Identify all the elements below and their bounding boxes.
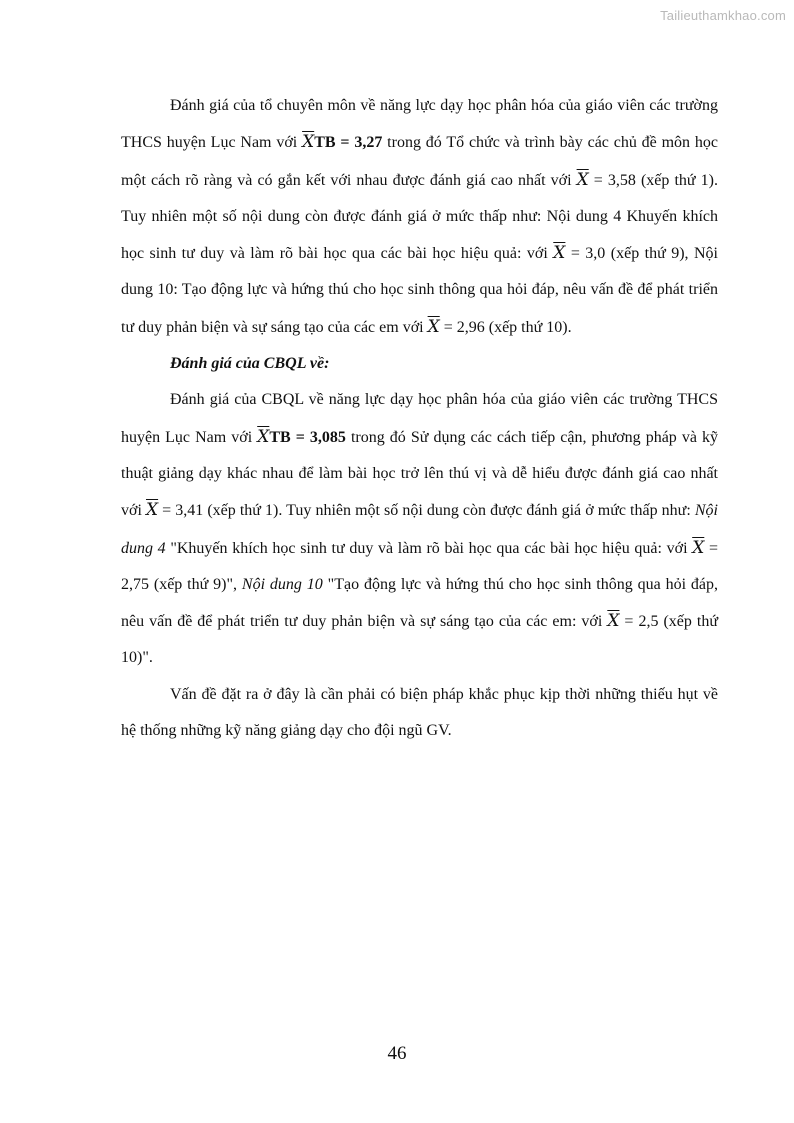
content-item-label: Nội dung 10 [241, 575, 323, 593]
mean-symbol: $\overline{X}$ [145, 500, 159, 521]
mean-symbol: $\overline{X}$ [257, 426, 270, 447]
document-body [121, 88, 718, 749]
paragraph-conclusion: Vấn đề đặt ra ở đây là cần phải có biện pháp khắc phục kịp thời những thiếu hụt về hệ thống những kỹ năng giảng dạy cho đội ngũ GV. [121, 685, 718, 740]
mean-symbol: $\overline{X}$ [427, 316, 440, 337]
watermark: Tailieuthamkhao.com [660, 8, 786, 23]
mean-symbol: $\overline{X}$ [576, 169, 589, 190]
mean-value: TB = 3,085 [269, 428, 346, 446]
mean-symbol: $\overline{X}$ [553, 243, 566, 264]
mean-symbol: $\overline{X}$ [607, 611, 620, 632]
mean-symbol: $\overline{X}$ [692, 537, 705, 558]
paragraph-cbql-evaluation: Đánh giá của CBQL về năng lực dạy học phân hóa của giáo viên các trường THCS huyện Lục Nam với $\overline{X}TB = 3,085$ trong đó Sử dụng các cách tiếp cận, phương pháp và kỹ thuật giảng dạy khác nhau để làm bài học trở lên thú vị và dễ hiểu được đánh giá cao nhất với $\overline{X} = 3,41$ (xếp thứ 1). Tuy nhiên một số nội dung còn được đánh giá ở mức thấp như: Nội dung 4 "Khuyến khích học sinh tư duy và làm rõ bài học qua các bài học hiệu quả: với $\overline{X} = 2,75$ (xếp thứ 9)", Nội dung 10 "Tạo động lực và hứng thú cho học sinh thông qua hỏi đáp, nêu vấn đề để phát triển tư duy phản biện và sự sáng tạo của các em: với $\overline{X} = 2,5$ (xếp thứ 10)". [121, 391, 719, 667]
paragraph-department-evaluation: Đánh giá của tổ chuyên môn về năng lực dạy học phân hóa của giáo viên các trường THCS huyện Lục Nam với $\overline{X}TB = 3,27$ trong đó Tổ chức và trình bày các chủ đề môn học một cách rõ ràng và có gắn kết với nhau được đánh giá cao nhất với $\overline{X} = 3,58$ (xếp thứ 1). Tuy nhiên một số nội dung còn được đánh giá ở mức thấp như: Nội dung 4 Khuyến khích học sinh tư duy và làm rõ bài học qua các bài học hiệu quả: với $\overline{X} = 3,0$ (xếp thứ 9), Nội dung 10: Tạo động lực và hứng thú cho học sinh thông qua hỏi đáp, nêu vấn đề để phát triển tư duy phản biện và sự sáng tạo của các em với $\overline{X} = 2,96$ (xếp thứ 10). [121, 97, 718, 337]
section-heading: Đánh giá của CBQL về: [170, 355, 330, 373]
mean-symbol: $\overline{X}$ [302, 132, 315, 153]
page-number: 46 [387, 1043, 407, 1064]
content-item-label: Nội dung 4 [121, 502, 718, 557]
mean-value: TB = 3,27 [314, 134, 383, 152]
